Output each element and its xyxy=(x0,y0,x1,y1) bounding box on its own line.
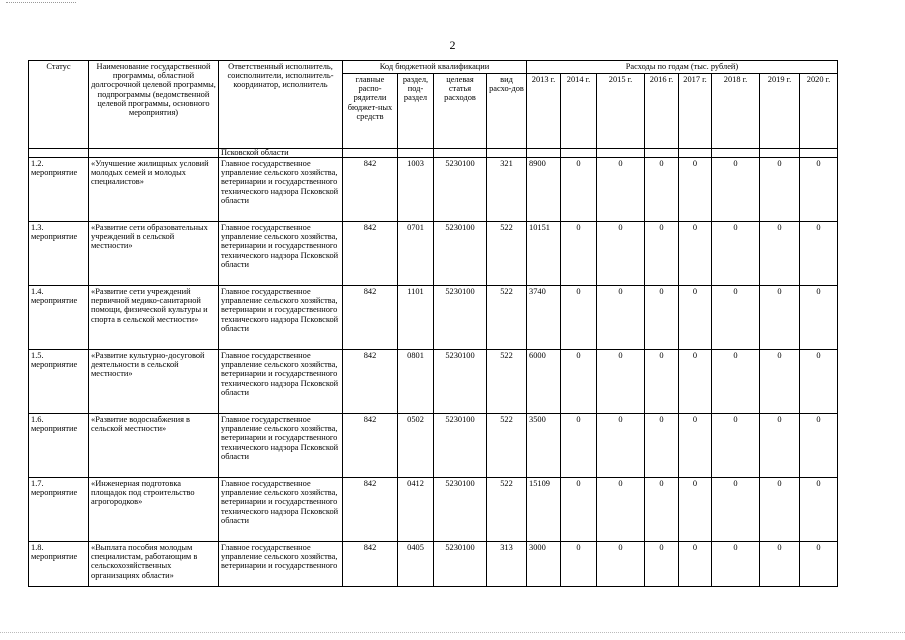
row-year-value: 0 xyxy=(760,350,800,414)
row-year-value: 0 xyxy=(645,414,679,478)
scan-artifact xyxy=(6,2,76,6)
row-expense-type: 522 xyxy=(487,478,527,542)
row-year-value: 0 xyxy=(679,222,712,286)
row-expense-type: 313 xyxy=(487,542,527,587)
header-year: 2019 г. xyxy=(760,74,800,149)
row-section: 0412 xyxy=(398,478,434,542)
row-year-value: 3000 xyxy=(527,542,561,587)
row-section: 0405 xyxy=(398,542,434,587)
row-year-value: 0 xyxy=(760,222,800,286)
row-status-label: мероприятие xyxy=(31,488,78,498)
row-year-value: 0 xyxy=(597,158,645,222)
row-year-value: 0 xyxy=(597,414,645,478)
row-executor: Главное государственное управление сельского хозяйства, ветеринарии и государственного технического надзора Псковской области xyxy=(219,414,343,478)
row-year-value: 0 xyxy=(561,414,597,478)
row-grbs: 842 xyxy=(343,350,398,414)
row-name: «Развитие сети учреждений первичной медико-санитарной помощи, физической культуры и спорта в сельской местности» xyxy=(89,286,219,350)
row-grbs: 842 xyxy=(343,478,398,542)
row-name: «Инженерная подготовка площадок под строительство агрогородков» xyxy=(89,478,219,542)
row-article: 5230100 xyxy=(434,350,487,414)
row-article: 5230100 xyxy=(434,222,487,286)
header-name: Наименование государственной программы, областной долгосрочной целевой программы, подпрограммы (ведомственной целевой программы, основного мероприятия) xyxy=(89,61,219,149)
row-year-value: 0 xyxy=(645,222,679,286)
row-section: 0801 xyxy=(398,350,434,414)
row-executor: Главное государственное управление сельского хозяйства, ветеринарии и государственного xyxy=(219,542,343,587)
row-grbs: 842 xyxy=(343,414,398,478)
row-executor: Главное государственное управление сельского хозяйства, ветеринарии и государственного технического надзора Псковской области xyxy=(219,286,343,350)
row-year-value: 0 xyxy=(561,350,597,414)
row-expense-type: 522 xyxy=(487,286,527,350)
row-status-label: мероприятие xyxy=(31,552,78,562)
row-year-value: 0 xyxy=(597,478,645,542)
row-status xyxy=(29,542,89,587)
row-executor: Главное государственное управление сельского хозяйства, ветеринарии и государственного технического надзора Псковской области xyxy=(219,478,343,542)
row-year-value: 0 xyxy=(645,542,679,587)
row-status-label: мероприятие xyxy=(31,296,78,306)
row-number: 1.4. xyxy=(31,287,44,296)
row-year-value: 0 xyxy=(645,286,679,350)
row-executor: Главное государственное управление сельского хозяйства, ветеринарии и государственного технического надзора Псковской области xyxy=(219,158,343,222)
row-year-value: 0 xyxy=(760,286,800,350)
row-year-value: 0 xyxy=(597,286,645,350)
header-year: 2018 г. xyxy=(712,74,760,149)
row-grbs: 842 xyxy=(343,286,398,350)
table-row xyxy=(29,286,838,350)
row-section: 0502 xyxy=(398,414,434,478)
row-year-value: 6000 xyxy=(527,350,561,414)
row-year-value: 0 xyxy=(679,158,712,222)
row-year-value: 3740 xyxy=(527,286,561,350)
scan-artifact xyxy=(0,632,905,634)
row-number: 1.6. xyxy=(31,415,44,424)
row-number: 1.8. xyxy=(31,543,44,552)
header-year: 2014 г. xyxy=(561,74,597,149)
row-section: 1003 xyxy=(398,158,434,222)
row-executor: Главное государственное управление сельского хозяйства, ветеринарии и государственного технического надзора Псковской области xyxy=(219,350,343,414)
header-year: 2020 г. xyxy=(800,74,838,149)
row-year-value: 0 xyxy=(679,414,712,478)
row-year-value: 0 xyxy=(597,542,645,587)
row-status xyxy=(29,286,89,350)
row-year-value: 0 xyxy=(712,222,760,286)
row-year-value: 0 xyxy=(597,350,645,414)
header-year: 2013 г. xyxy=(527,74,561,149)
header-section: раздел, под-раздел xyxy=(398,74,434,149)
row-year-value: 0 xyxy=(597,222,645,286)
table-row xyxy=(29,478,838,542)
row-year-value: 0 xyxy=(679,478,712,542)
row-year-value: 0 xyxy=(645,478,679,542)
row-year-value: 0 xyxy=(712,286,760,350)
row-status-label: мероприятие xyxy=(31,168,78,178)
row-year-value: 0 xyxy=(800,350,838,414)
row-number: 1.5. xyxy=(31,351,44,360)
row-year-value: 0 xyxy=(712,542,760,587)
header-target-article: целевая статья расходов xyxy=(434,74,487,149)
row-year-value: 0 xyxy=(679,542,712,587)
row-year-value: 0 xyxy=(645,158,679,222)
row-number: 1.3. xyxy=(31,223,44,232)
row-status-label: мероприятие xyxy=(31,232,78,242)
row-year-value: 0 xyxy=(712,158,760,222)
row-grbs: 842 xyxy=(343,542,398,587)
row-number: 1.2. xyxy=(31,159,44,168)
row-status xyxy=(29,414,89,478)
row-article: 5230100 xyxy=(434,542,487,587)
header-year: 2016 г. xyxy=(645,74,679,149)
row-year-value: 0 xyxy=(561,542,597,587)
row-year-value: 0 xyxy=(561,286,597,350)
row-name: «Развитие водоснабжения в сельской местности» xyxy=(89,414,219,478)
header-status: Статус xyxy=(29,61,89,149)
header-budget-code: Код бюджетной квалификации xyxy=(343,61,527,74)
row-status xyxy=(29,478,89,542)
row-article: 5230100 xyxy=(434,286,487,350)
header-expense-type: вид расхо-дов xyxy=(487,74,527,149)
row-status xyxy=(29,158,89,222)
row-year-value: 0 xyxy=(712,350,760,414)
row-year-value: 0 xyxy=(760,478,800,542)
continuation-text: Псковской области xyxy=(219,149,343,158)
row-year-value: 0 xyxy=(561,158,597,222)
row-year-value: 15109 xyxy=(527,478,561,542)
row-article: 5230100 xyxy=(434,478,487,542)
row-year-value: 0 xyxy=(645,350,679,414)
table-row xyxy=(29,414,838,478)
row-year-value: 0 xyxy=(679,286,712,350)
row-name: «Улучшение жилищных условий молодых семей и молодых специалистов» xyxy=(89,158,219,222)
row-year-value: 0 xyxy=(561,222,597,286)
row-grbs: 842 xyxy=(343,158,398,222)
row-executor: Главное государственное управление сельского хозяйства, ветеринарии и государственного технического надзора Псковской области xyxy=(219,222,343,286)
header-year: 2017 г. xyxy=(679,74,712,149)
row-year-value: 0 xyxy=(800,542,838,587)
row-year-value: 0 xyxy=(800,222,838,286)
table-row xyxy=(29,350,838,414)
header-expenses: Расходы по годам (тыс. рублей) xyxy=(527,61,838,74)
page-number: 2 xyxy=(449,38,456,52)
row-year-value: 0 xyxy=(760,414,800,478)
row-article: 5230100 xyxy=(434,158,487,222)
row-expense-type: 522 xyxy=(487,350,527,414)
row-expense-type: 522 xyxy=(487,414,527,478)
table-row xyxy=(29,542,838,587)
row-section: 0701 xyxy=(398,222,434,286)
table-row xyxy=(29,222,838,286)
header-year: 2015 г. xyxy=(597,74,645,149)
row-status-label: мероприятие xyxy=(31,424,78,434)
row-section: 1101 xyxy=(398,286,434,350)
row-year-value: 0 xyxy=(800,286,838,350)
row-year-value: 0 xyxy=(712,478,760,542)
header-main-manager: главные распо-рядители бюджет-ных средств xyxy=(343,74,398,149)
row-year-value: 8900 xyxy=(527,158,561,222)
row-status xyxy=(29,222,89,286)
row-year-value: 0 xyxy=(800,478,838,542)
row-year-value: 0 xyxy=(712,414,760,478)
row-expense-type: 321 xyxy=(487,158,527,222)
row-name: «Развитие культурно-досуговой деятельности в сельской местности» xyxy=(89,350,219,414)
row-year-value: 0 xyxy=(561,478,597,542)
row-year-value: 0 xyxy=(800,158,838,222)
row-status xyxy=(29,350,89,414)
row-grbs: 842 xyxy=(343,222,398,286)
row-year-value: 3500 xyxy=(527,414,561,478)
row-expense-type: 522 xyxy=(487,222,527,286)
table-row xyxy=(29,158,838,222)
budget-table xyxy=(28,60,838,587)
row-year-value: 0 xyxy=(760,158,800,222)
row-year-value: 0 xyxy=(760,542,800,587)
row-name: «Развитие сети образовательных учреждений в сельской местности» xyxy=(89,222,219,286)
row-year-value: 0 xyxy=(679,350,712,414)
continuation-row xyxy=(29,149,838,158)
row-status-label: мероприятие xyxy=(31,360,78,370)
row-year-value: 10151 xyxy=(527,222,561,286)
row-number: 1.7. xyxy=(31,479,44,488)
row-year-value: 0 xyxy=(800,414,838,478)
header-executor: Ответственный исполнитель, соисполнители, исполнитель-координатор, исполнитель xyxy=(219,61,343,149)
row-article: 5230100 xyxy=(434,414,487,478)
row-name: «Выплата пособия молодым специалистам, работающим в сельскохозяйственных организациях области» xyxy=(89,542,219,587)
